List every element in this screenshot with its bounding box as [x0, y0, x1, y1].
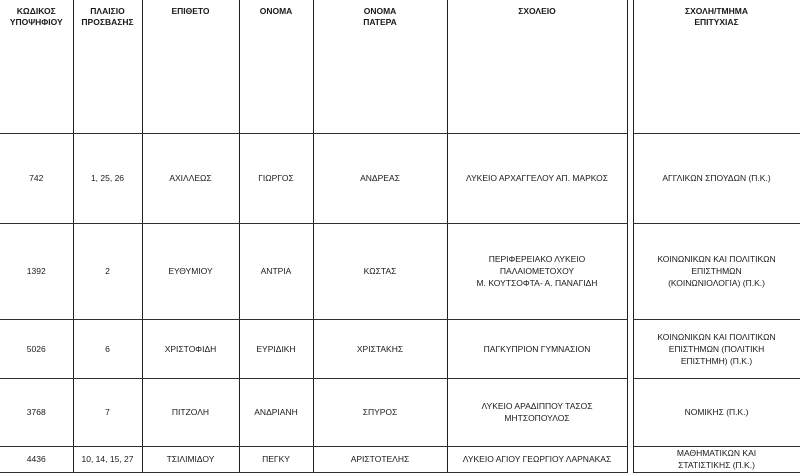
cell-code: 5026	[0, 319, 73, 378]
cell-school: ΛΥΚΕΙΟ ΑΓΙΟΥ ΓΕΩΡΓΙΟΥ ΛΑΡΝΑΚΑΣ	[447, 446, 627, 472]
cell-school: ΠΑΓΚΥΠΡΙΟΝ ΓΥΜΝΑΣΙΟΝ	[447, 319, 627, 378]
cell-code: 742	[0, 133, 73, 223]
cell-name: ΑΝΔΡΙΑΝΗ	[239, 378, 313, 446]
cell-school: ΛΥΚΕΙΟ ΑΡΧΑΓΓΕΛΟΥ ΑΠ. ΜΑΡΚΟΣ	[447, 133, 627, 223]
cell-surname: ΠΙΤΖΟΛΗ	[142, 378, 239, 446]
header-name: ΟΝΟΜΑ	[239, 0, 313, 133]
header-school: ΣΧΟΛΕΙΟ	[447, 0, 627, 133]
cell-department: ΚΟΙΝΩΝΙΚΩΝ ΚΑΙ ΠΟΛΙΤΙΚΩΝ ΕΠΙΣΤΗΜΩΝ (ΠΟΛΙΤΙΚΗ ΕΠΙΣΤΗΜΗ) (Π.Κ.)	[633, 319, 800, 378]
cell-surname: ΧΡΙΣΤΟΦΙΔΗ	[142, 319, 239, 378]
cell-surname: ΤΣΙΛΙΜΙΔΟΥ	[142, 446, 239, 472]
cell-father-name: ΣΠΥΡΟΣ	[313, 378, 447, 446]
header-surname: ΕΠΙΘΕΤΟ	[142, 0, 239, 133]
cell-father-name: ΚΩΣΤΑΣ	[313, 223, 447, 319]
header-row	[0, 0, 800, 133]
cell-father-name: ΑΝΔΡΕΑΣ	[313, 133, 447, 223]
table-row	[0, 223, 800, 319]
cell-school: ΛΥΚΕΙΟ ΑΡΑΔΙΠΠΟΥ ΤΑΣΟΣ ΜΗΤΣΟΠΟΥΛΟΣ	[447, 378, 627, 446]
cell-framework: 1, 25, 26	[73, 133, 142, 223]
cell-father-name: ΧΡΙΣΤΑΚΗΣ	[313, 319, 447, 378]
header-code: ΚΩΔΙΚΟΣ ΥΠΟΨΗΦΙΟΥ	[0, 0, 73, 133]
cell-school: ΠΕΡΙΦΕΡΕΙΑΚΟ ΛΥΚΕΙΟ ΠΑΛΑΙΟΜΕΤΟΧΟΥ Μ. ΚΟΥΤΣΟΦΤΑ- Α. ΠΑΝΑΓΙΔΗ	[447, 223, 627, 319]
cell-framework: 10, 14, 15, 27	[73, 446, 142, 472]
cell-department: ΜΑΘΗΜΑΤΙΚΩΝ ΚΑΙ ΣΤΑΤΙΣΤΙΚΗΣ (Π.Κ.)	[633, 446, 800, 472]
header-father-name: ΟΝΟΜΑ ΠΑΤΕΡΑ	[313, 0, 447, 133]
cell-surname: ΑΧΙΛΛΕΩΣ	[142, 133, 239, 223]
cell-department: ΑΓΓΛΙΚΩΝ ΣΠΟΥΔΩΝ (Π.Κ.)	[633, 133, 800, 223]
table-row	[0, 378, 800, 446]
table-row	[0, 446, 800, 472]
table-row	[0, 133, 800, 223]
cell-framework: 6	[73, 319, 142, 378]
cell-surname: ΕΥΘΥΜΙΟΥ	[142, 223, 239, 319]
cell-department: ΚΟΙΝΩΝΙΚΩΝ ΚΑΙ ΠΟΛΙΤΙΚΩΝ ΕΠΙΣΤΗΜΩΝ (ΚΟΙΝΩΝΙΟΛΟΓΙΑ) (Π.Κ.)	[633, 223, 800, 319]
cell-framework: 2	[73, 223, 142, 319]
cell-department: ΝΟΜΙΚΗΣ (Π.Κ.)	[633, 378, 800, 446]
cell-code: 3768	[0, 378, 73, 446]
cell-code: 4436	[0, 446, 73, 472]
cell-father-name: ΑΡΙΣΤΟΤΕΛΗΣ	[313, 446, 447, 472]
table-row	[0, 319, 800, 378]
cell-name: ΑΝΤΡΙΑ	[239, 223, 313, 319]
header-framework: ΠΛΑΙΣΙΟ ΠΡΟΣΒΑΣΗΣ	[73, 0, 142, 133]
cell-framework: 7	[73, 378, 142, 446]
cell-code: 1392	[0, 223, 73, 319]
header-department: ΣΧΟΛΗ/ΤΜΗΜΑ ΕΠΙΤΥΧΙΑΣ	[633, 0, 800, 133]
cell-name: ΓΙΩΡΓΟΣ	[239, 133, 313, 223]
cell-name: ΠΕΓΚΥ	[239, 446, 313, 472]
cell-name: ΕΥΡΙΔΙΚΗ	[239, 319, 313, 378]
